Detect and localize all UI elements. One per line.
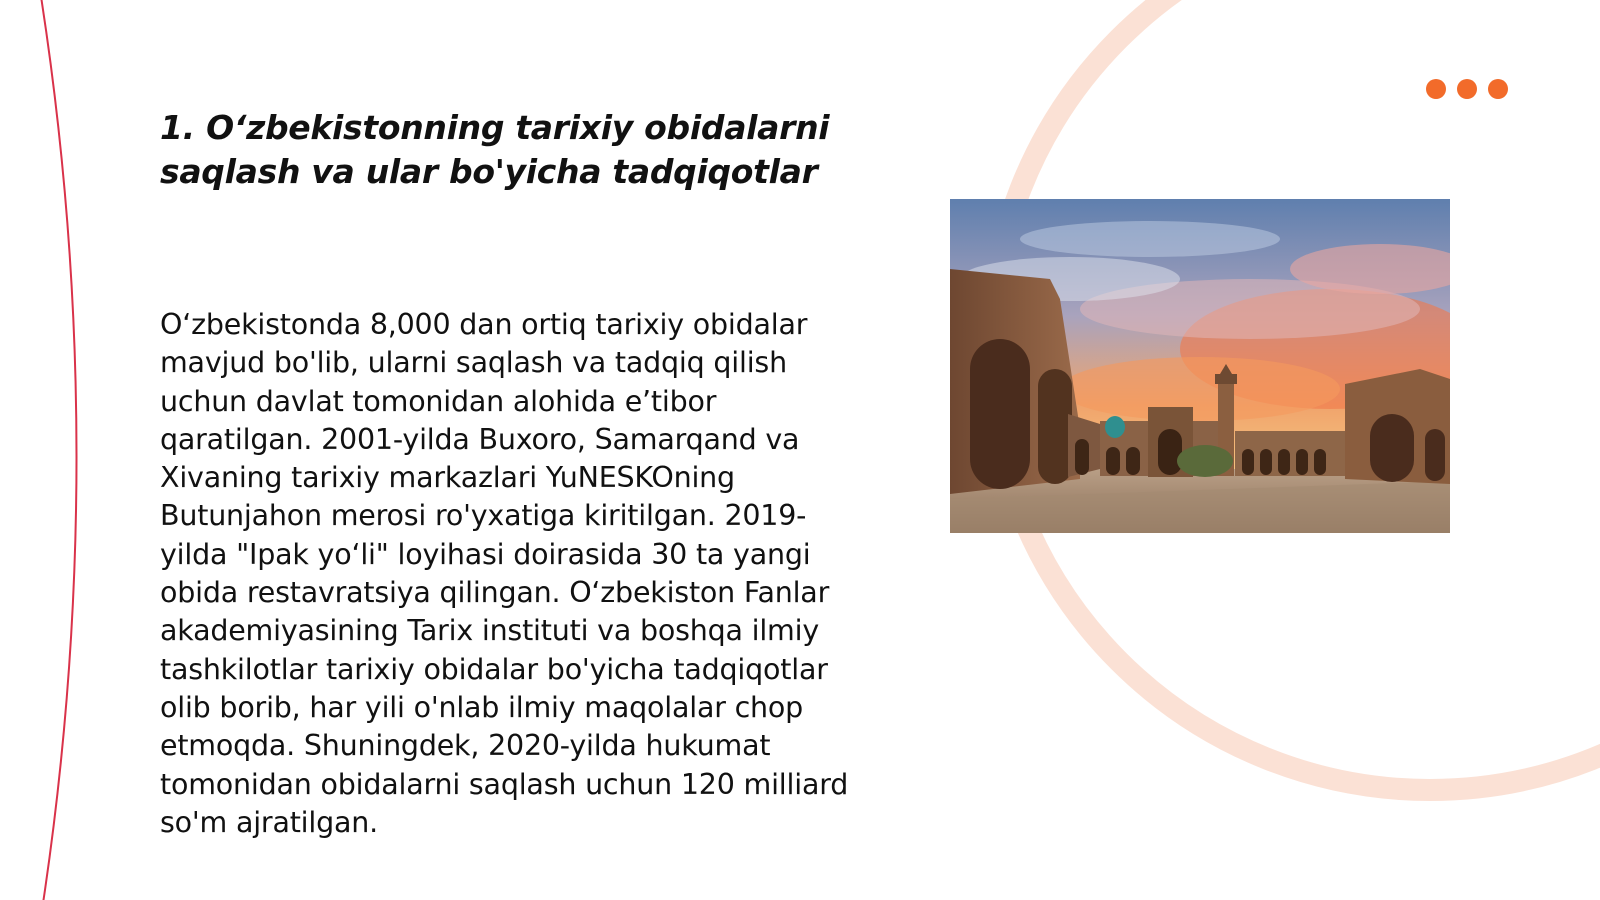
left-arc-line (40, 0, 77, 900)
historic-madrasa-courtyard-photo (950, 199, 1450, 533)
slide-body-text: O‘zbekistonda 8,000 dan ortiq tarixiy obidalar mavjud bo'lib, ularni saqlash va tadqiq qilish uchun davlat tomonidan alohida e’tibor qaratilgan. 2001-yilda Buxoro, Samarqand va Xivaning tarixiy markazlari YuNESKOning Butunjahon merosi ro'yxatiga kiritilgan. 2019-yilda "Ipak yo‘li" loyihasi doirasida 30 ta yangi obida restavratsiya qilingan. O‘zbekiston Fanlar akademiyasining Tarix instituti va boshqa ilmiy tashkilotlar tarixiy obidalar bo'yicha tadqiqotlar olib borib, har yili o'nlab ilmiy maqolalar chop etmoqda. Shuningdek, 2020-yilda hukumat tomonidan obidalarni saqlash uchun 120 milliard so'm ajratilgan. (160, 308, 849, 839)
more-dots-icon[interactable] (1426, 79, 1508, 99)
slide-title: 1. O‘zbekistonning tarixiy obidalarni saqlash va ular bo'yicha tadqiqotlar (160, 108, 830, 191)
dot (1457, 79, 1477, 99)
dot (1426, 79, 1446, 99)
dot (1488, 79, 1508, 99)
